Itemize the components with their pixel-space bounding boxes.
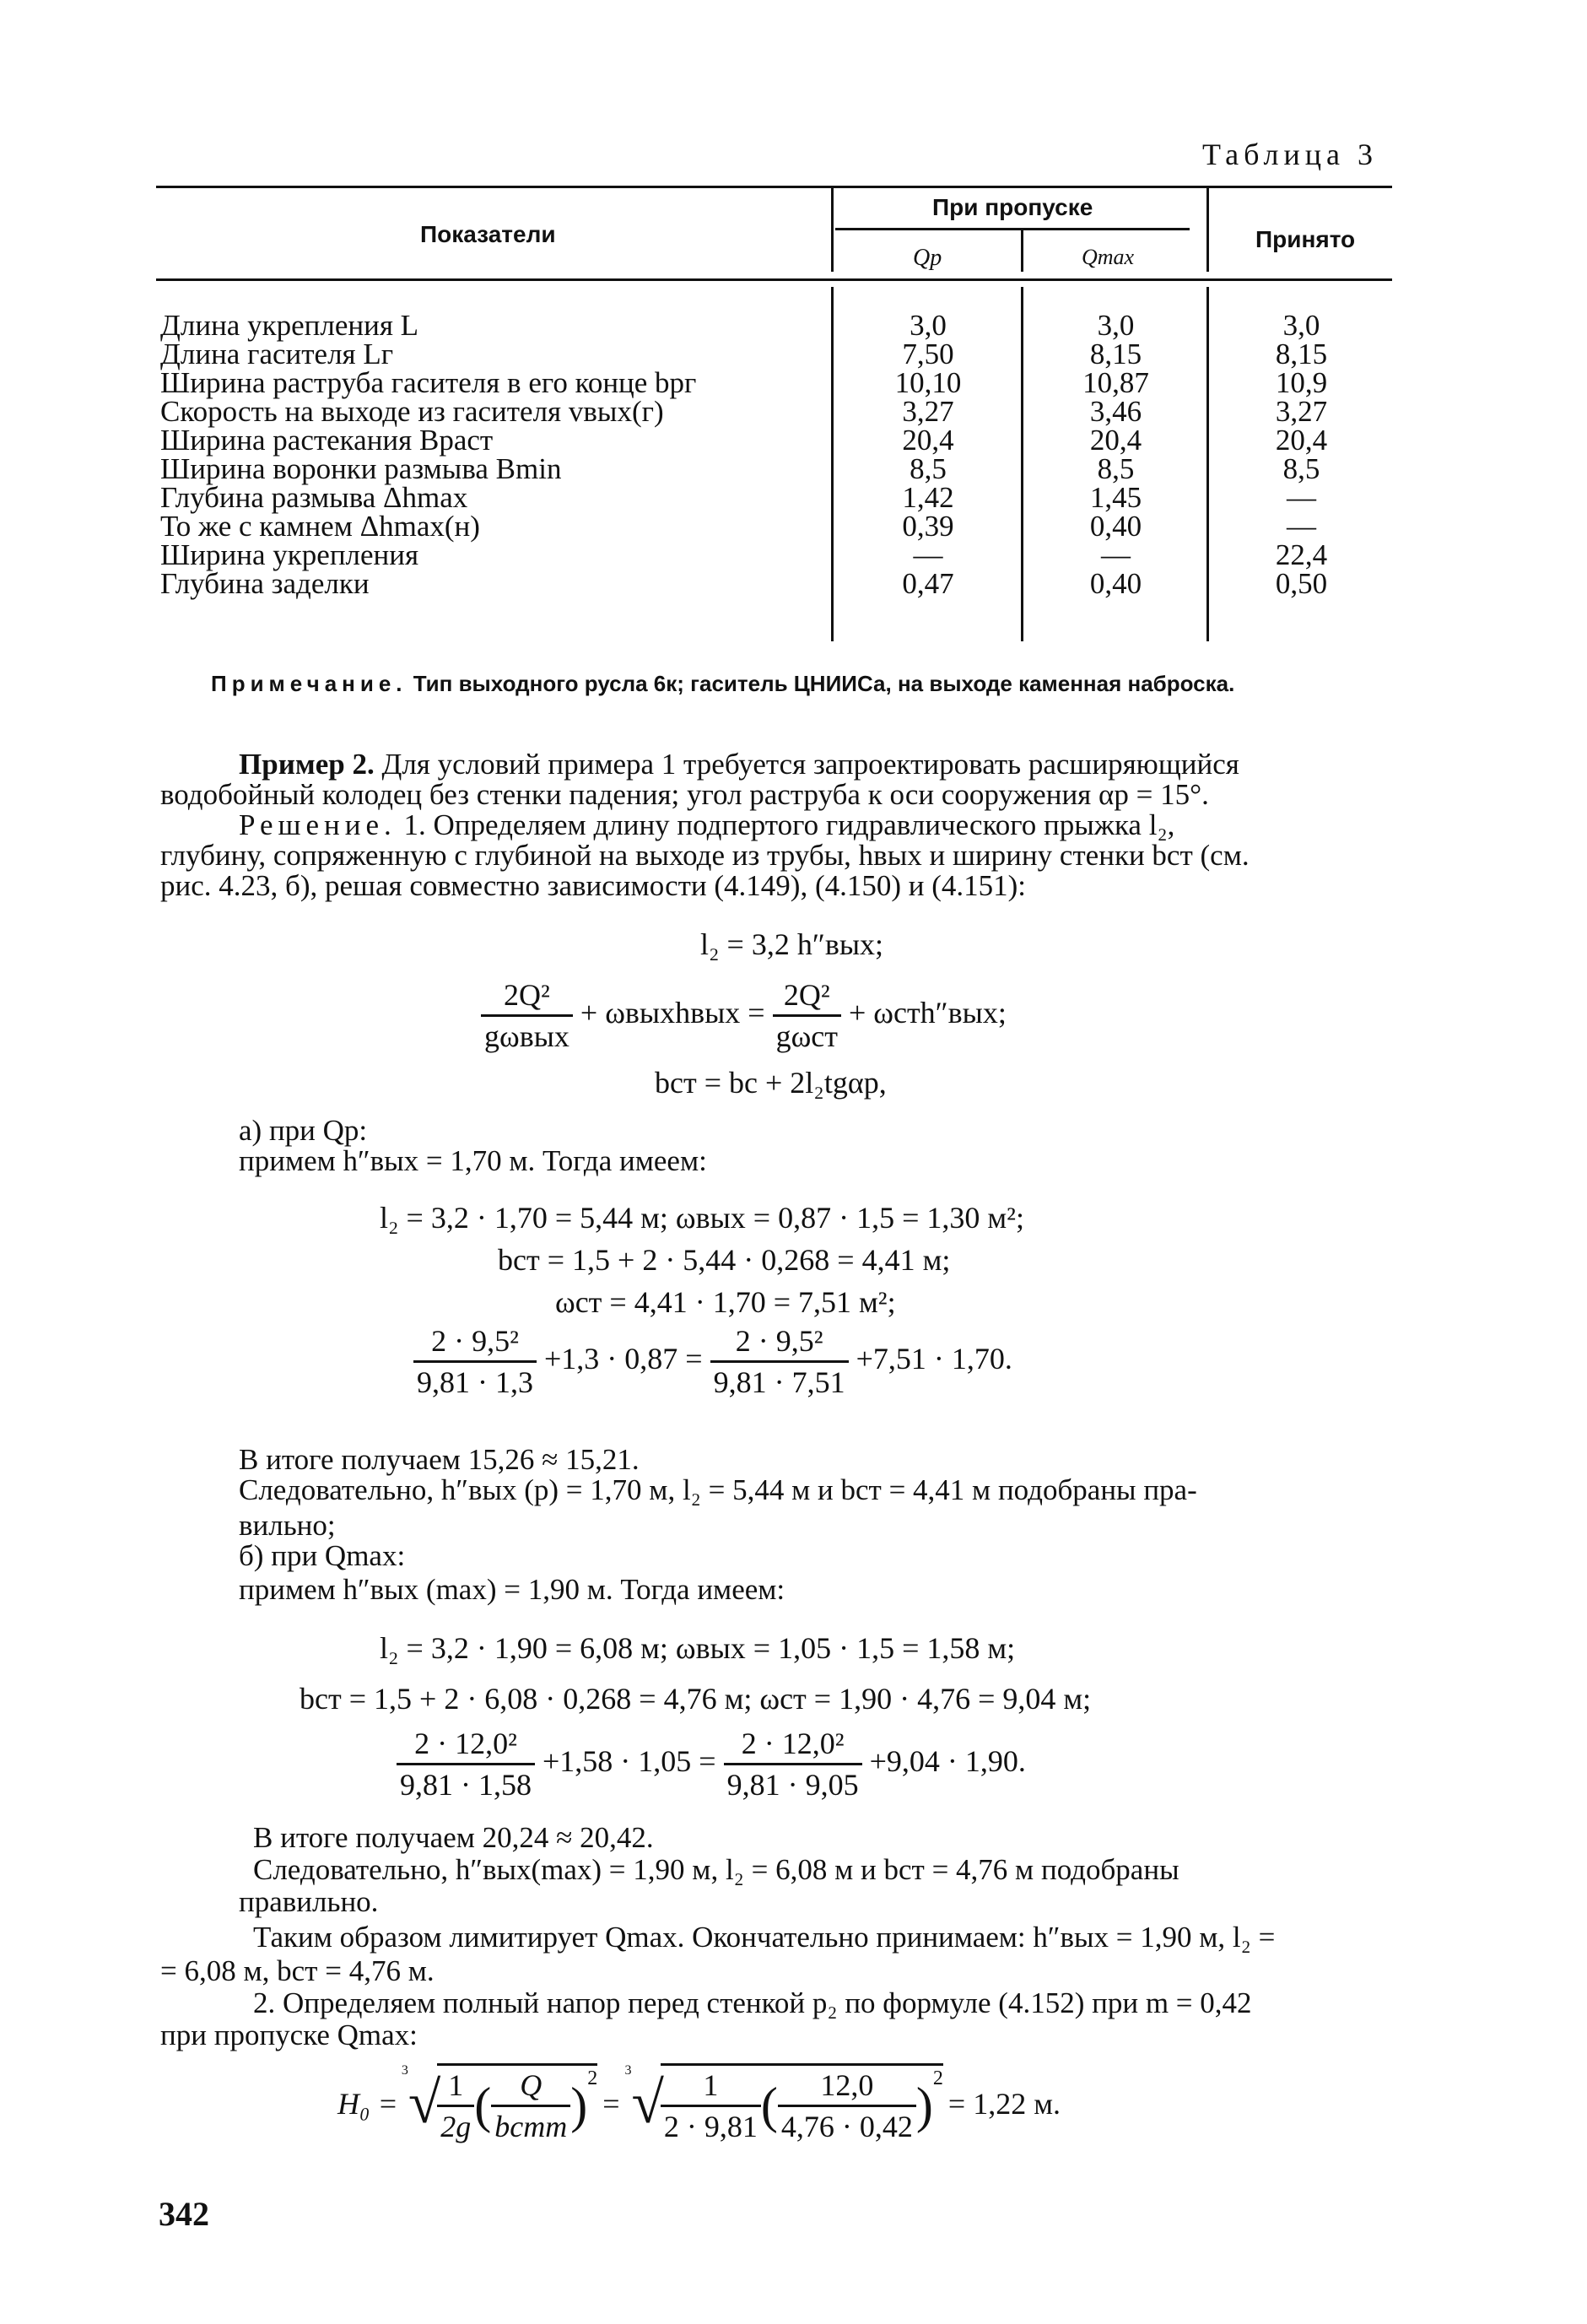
b-frac-right [724, 1726, 862, 1802]
table-cell-qp: 8,5 [910, 452, 947, 485]
case-a-line-2: примем h″вых = 1,70 м. Тогда имеем: [239, 1144, 707, 1177]
case-b-conclusion-1: Следовательно, h″вых(max) = 1,90 м, l₂ = 6,08 м и bст = 4,76 м подобраны [253, 1853, 1179, 1886]
frac-left-num: 2Q² [481, 977, 573, 1017]
header-accepted: Принято [1255, 226, 1356, 252]
radicand-1 [437, 2063, 597, 2144]
radicand-2 [661, 2063, 943, 2144]
frac-left [481, 977, 573, 1054]
table-row-name: Ширина растекания Bраст [160, 424, 494, 457]
case-a-conclusion-1: Следовательно, h″вых (р) = 1,70 м, l₂ = 5,44 м и bст = 4,41 м подобраны пра- [239, 1473, 1197, 1506]
table-caption: Таблица 3 [1202, 138, 1378, 171]
solution-line-3: рис. 4.23, б), решая совместно зависимости (4.149), (4.150) и (4.151): [160, 869, 1027, 902]
table-cell-accepted: — [1287, 510, 1316, 543]
table-cell-accepted: 10,9 [1275, 366, 1328, 399]
table-cell-qmax: 10,87 [1082, 366, 1149, 399]
b-frac-left-num: 2 · 12,0² [397, 1726, 535, 1765]
h0-lhs: H₀ = [337, 2087, 398, 2121]
frac-right [773, 977, 841, 1054]
case-b-result: В итоге получаем 20,24 ≈ 20,42. [253, 1821, 654, 1854]
example-line-2: водобойный колодец без стенки падения; угол раструба к оси сооружения αр = 15°. [160, 778, 1209, 811]
equation-bst: bст = bс + 2l₂tgαр, [655, 1066, 887, 1100]
equation-momentum [481, 977, 1007, 1054]
limit-line-2: = 6,08 м, bст = 4,76 м. [160, 1954, 435, 1987]
table-body-divider-2 [1021, 287, 1023, 641]
case-a-eq-3: ωст = 4,41 · 1,70 = 7,51 м²; [555, 1285, 896, 1319]
paren-close: ) [570, 2078, 588, 2133]
case-b-line-2: примем h″вых (max) = 1,90 м. Тогда имеем: [239, 1573, 785, 1606]
solution-label: Решение. [239, 808, 397, 841]
table-cell-qp: 20,4 [902, 424, 954, 457]
h0-frac-4-den: 4,76 · 0,42 [780, 2110, 913, 2143]
table-cell-accepted: 22,4 [1275, 538, 1328, 571]
solution-text-1: 1. Определяем длину подпертого гидравлического прыжка l₂, [403, 808, 1175, 841]
case-b-conclusion-2: правильно. [239, 1885, 379, 1918]
frac-left-den: gωвых [484, 1019, 569, 1053]
page-number: 342 [159, 2195, 209, 2233]
example-line-1 [239, 749, 1239, 780]
h0-frac-3 [661, 2067, 761, 2144]
case-b-line-1: б) при Qmax: [239, 1539, 406, 1572]
eq2-middle: + ωвыхhвых = [580, 995, 765, 1030]
radical-icon: √ [408, 2071, 441, 2136]
radical-icon-2: √ [631, 2071, 664, 2136]
table-subheader-rule [835, 228, 1190, 230]
table-row-name: Длина гасителя Lг [160, 338, 394, 370]
cube-root-icon-2: 3 [624, 2063, 632, 2078]
square-icon-2: 2 [932, 2067, 943, 2089]
case-a-conclusion-2: вильно; [239, 1509, 336, 1542]
table-row-name: Ширина укрепления [160, 538, 419, 571]
table-cell-accepted: 3,27 [1275, 395, 1328, 428]
table-cell-qmax: 3,46 [1089, 395, 1142, 428]
h0-frac-2-num: Q [491, 2067, 570, 2107]
b-eq3-end: +9,04 · 1,90. [869, 1743, 1026, 1778]
table-body-divider-3 [1206, 287, 1209, 641]
case-b-eq-3 [397, 1726, 1026, 1802]
h0-frac-3-den: 2 · 9,81 [663, 2110, 758, 2143]
header-during-pass: При пропуске [932, 194, 1093, 220]
note-text: Тип выходного русла 6к; гаситель ЦНИИСа, на выходе каменная наброска. [413, 671, 1235, 696]
table-header-bottom-rule [156, 278, 1392, 281]
table-row-name: Ширина раструба гасителя в его конце bрг [160, 366, 697, 399]
table-cell-qmax: 1,45 [1089, 481, 1142, 514]
limit-line-1: Таким образом лимитирует Qmax. Окончательно принимаем: h″вых = 1,90 м, l₂ = [253, 1921, 1276, 1954]
table-cell-qp: — [913, 538, 943, 571]
a-frac-left-num: 2 · 9,5² [413, 1323, 537, 1363]
h0-frac-4 [778, 2067, 916, 2144]
table-cell-qp: 3,27 [902, 395, 954, 428]
table-cell-qp: 0,47 [902, 567, 954, 600]
step2-line-1: 2. Определяем полный напор перед стенкой p₂ по формуле (4.152) при m = 0,42 [253, 1986, 1252, 2019]
table-row-name: Скорость на выходе из гасителя vвых(г) [160, 395, 664, 428]
table-cell-qp: 10,10 [894, 366, 962, 399]
case-a-eq-2: bст = 1,5 + 2 · 5,44 · 0,268 = 4,41 м; [498, 1243, 951, 1277]
h0-end: = 1,22 м. [947, 2087, 1061, 2121]
case-a-line-1: а) при Qр: [239, 1114, 368, 1147]
table-cell-qmax: 3,0 [1097, 309, 1135, 342]
square-icon: 2 [587, 2067, 598, 2089]
h0-frac-3-num: 1 [661, 2067, 761, 2107]
b-frac-right-den: 9,81 · 9,05 [726, 1768, 859, 1802]
table-row-name: То же с камнем Δhmax(н) [160, 510, 480, 543]
h0-frac-2-den: bстm [494, 2110, 568, 2143]
table-cell-accepted: — [1287, 481, 1316, 514]
case-a-result: В итоге получаем 15,26 ≈ 15,21. [239, 1443, 640, 1476]
table-cell-accepted: 20,4 [1275, 424, 1328, 457]
table-cell-accepted: 8,5 [1282, 452, 1320, 485]
table-row-name: Глубина заделки [160, 567, 370, 600]
eq2-end: + ωстh″вых; [848, 995, 1007, 1030]
cube-root-icon: 3 [401, 2063, 408, 2078]
example-label: Пример 2. [239, 748, 375, 781]
header-qp: Qр [913, 245, 942, 271]
table-divider-3 [1206, 187, 1209, 272]
b-frac-right-num: 2 · 12,0² [724, 1726, 862, 1765]
table-cell-accepted: 3,0 [1282, 309, 1320, 342]
table-body-divider-1 [831, 287, 834, 641]
case-a-eq-4 [413, 1323, 1012, 1400]
table-cell-accepted: 8,15 [1275, 338, 1328, 370]
table-cell-qmax: — [1101, 538, 1131, 571]
b-eq3-middle: +1,58 · 1,05 = [542, 1743, 716, 1778]
table-cell-qmax: 8,15 [1089, 338, 1142, 370]
a-eq4-middle: +1,3 · 0,87 = [544, 1341, 703, 1375]
case-b-eq-2: bст = 1,5 + 2 · 6,08 · 0,268 = 4,76 м; ωст = 1,90 · 4,76 = 9,04 м; [300, 1682, 1092, 1716]
a-frac-right-den: 9,81 · 7,51 [713, 1365, 845, 1399]
table-note [211, 671, 1234, 697]
paren-open: ( [474, 2078, 492, 2133]
paren-close-2: ) [915, 2078, 933, 2133]
table-cell-qmax: 0,40 [1089, 567, 1142, 600]
a-frac-right [710, 1323, 849, 1400]
table-cell-qmax: 0,40 [1089, 510, 1142, 543]
a-frac-left-den: 9,81 · 1,3 [417, 1365, 533, 1399]
h0-frac-4-num: 12,0 [778, 2067, 916, 2107]
h0-frac-1 [437, 2067, 474, 2144]
header-qmax: Qmax [1082, 245, 1135, 269]
solution-line-2: глубину, сопряженную с глубиной на выходе из трубы, hвых и ширину стенки bст (см. [160, 839, 1250, 872]
b-frac-left [397, 1726, 535, 1802]
h0-frac-2 [491, 2067, 570, 2144]
table-cell-qp: 3,0 [910, 309, 947, 342]
table-row-name: Длина укрепления L [160, 309, 419, 342]
h0-equals: = [602, 2087, 620, 2121]
table-cell-qp: 0,39 [902, 510, 954, 543]
example-text-1: Для условий примера 1 требуется запроектировать расширяющийся [381, 748, 1239, 781]
solution-line-1 [239, 810, 1174, 840]
header-indicators: Показатели [420, 221, 556, 247]
paren-open-2: ( [760, 2078, 778, 2133]
h0-formula [337, 2063, 1061, 2144]
table-cell-qp: 1,42 [902, 481, 954, 514]
note-label: Примечание. [211, 671, 408, 696]
h0-frac-1-num: 1 [437, 2067, 474, 2107]
case-a-eq-1: l₂ = 3,2 · 1,70 = 5,44 м; ωвых = 0,87 · 1,5 = 1,30 м²; [380, 1201, 1024, 1235]
step2-line-2: при пропуске Qmax: [160, 2019, 418, 2051]
table-cell-qp: 7,50 [902, 338, 954, 370]
a-eq4-end: +7,51 · 1,70. [856, 1341, 1012, 1375]
case-b-eq-1: l₂ = 3,2 · 1,90 = 6,08 м; ωвых = 1,05 · 1,5 = 1,58 м; [380, 1631, 1016, 1665]
table-row-name: Глубина размыва Δhmax [160, 481, 468, 514]
frac-right-den: gωст [775, 1019, 838, 1053]
table-cell-accepted: 0,50 [1275, 567, 1328, 600]
table-divider-1 [831, 187, 834, 272]
h0-frac-1-den: 2g [440, 2110, 472, 2143]
table-divider-2 [1021, 230, 1023, 272]
table-cell-qmax: 20,4 [1089, 424, 1142, 457]
frac-right-num: 2Q² [773, 977, 841, 1017]
b-frac-left-den: 9,81 · 1,58 [400, 1768, 532, 1802]
a-frac-left [413, 1323, 537, 1400]
table-row-name: Ширина воронки размыва Bmin [160, 452, 562, 485]
a-frac-right-num: 2 · 9,5² [710, 1323, 849, 1363]
table-cell-qmax: 8,5 [1097, 452, 1135, 485]
equation-l2: l₂ = 3,2 h″вых; [700, 927, 884, 961]
